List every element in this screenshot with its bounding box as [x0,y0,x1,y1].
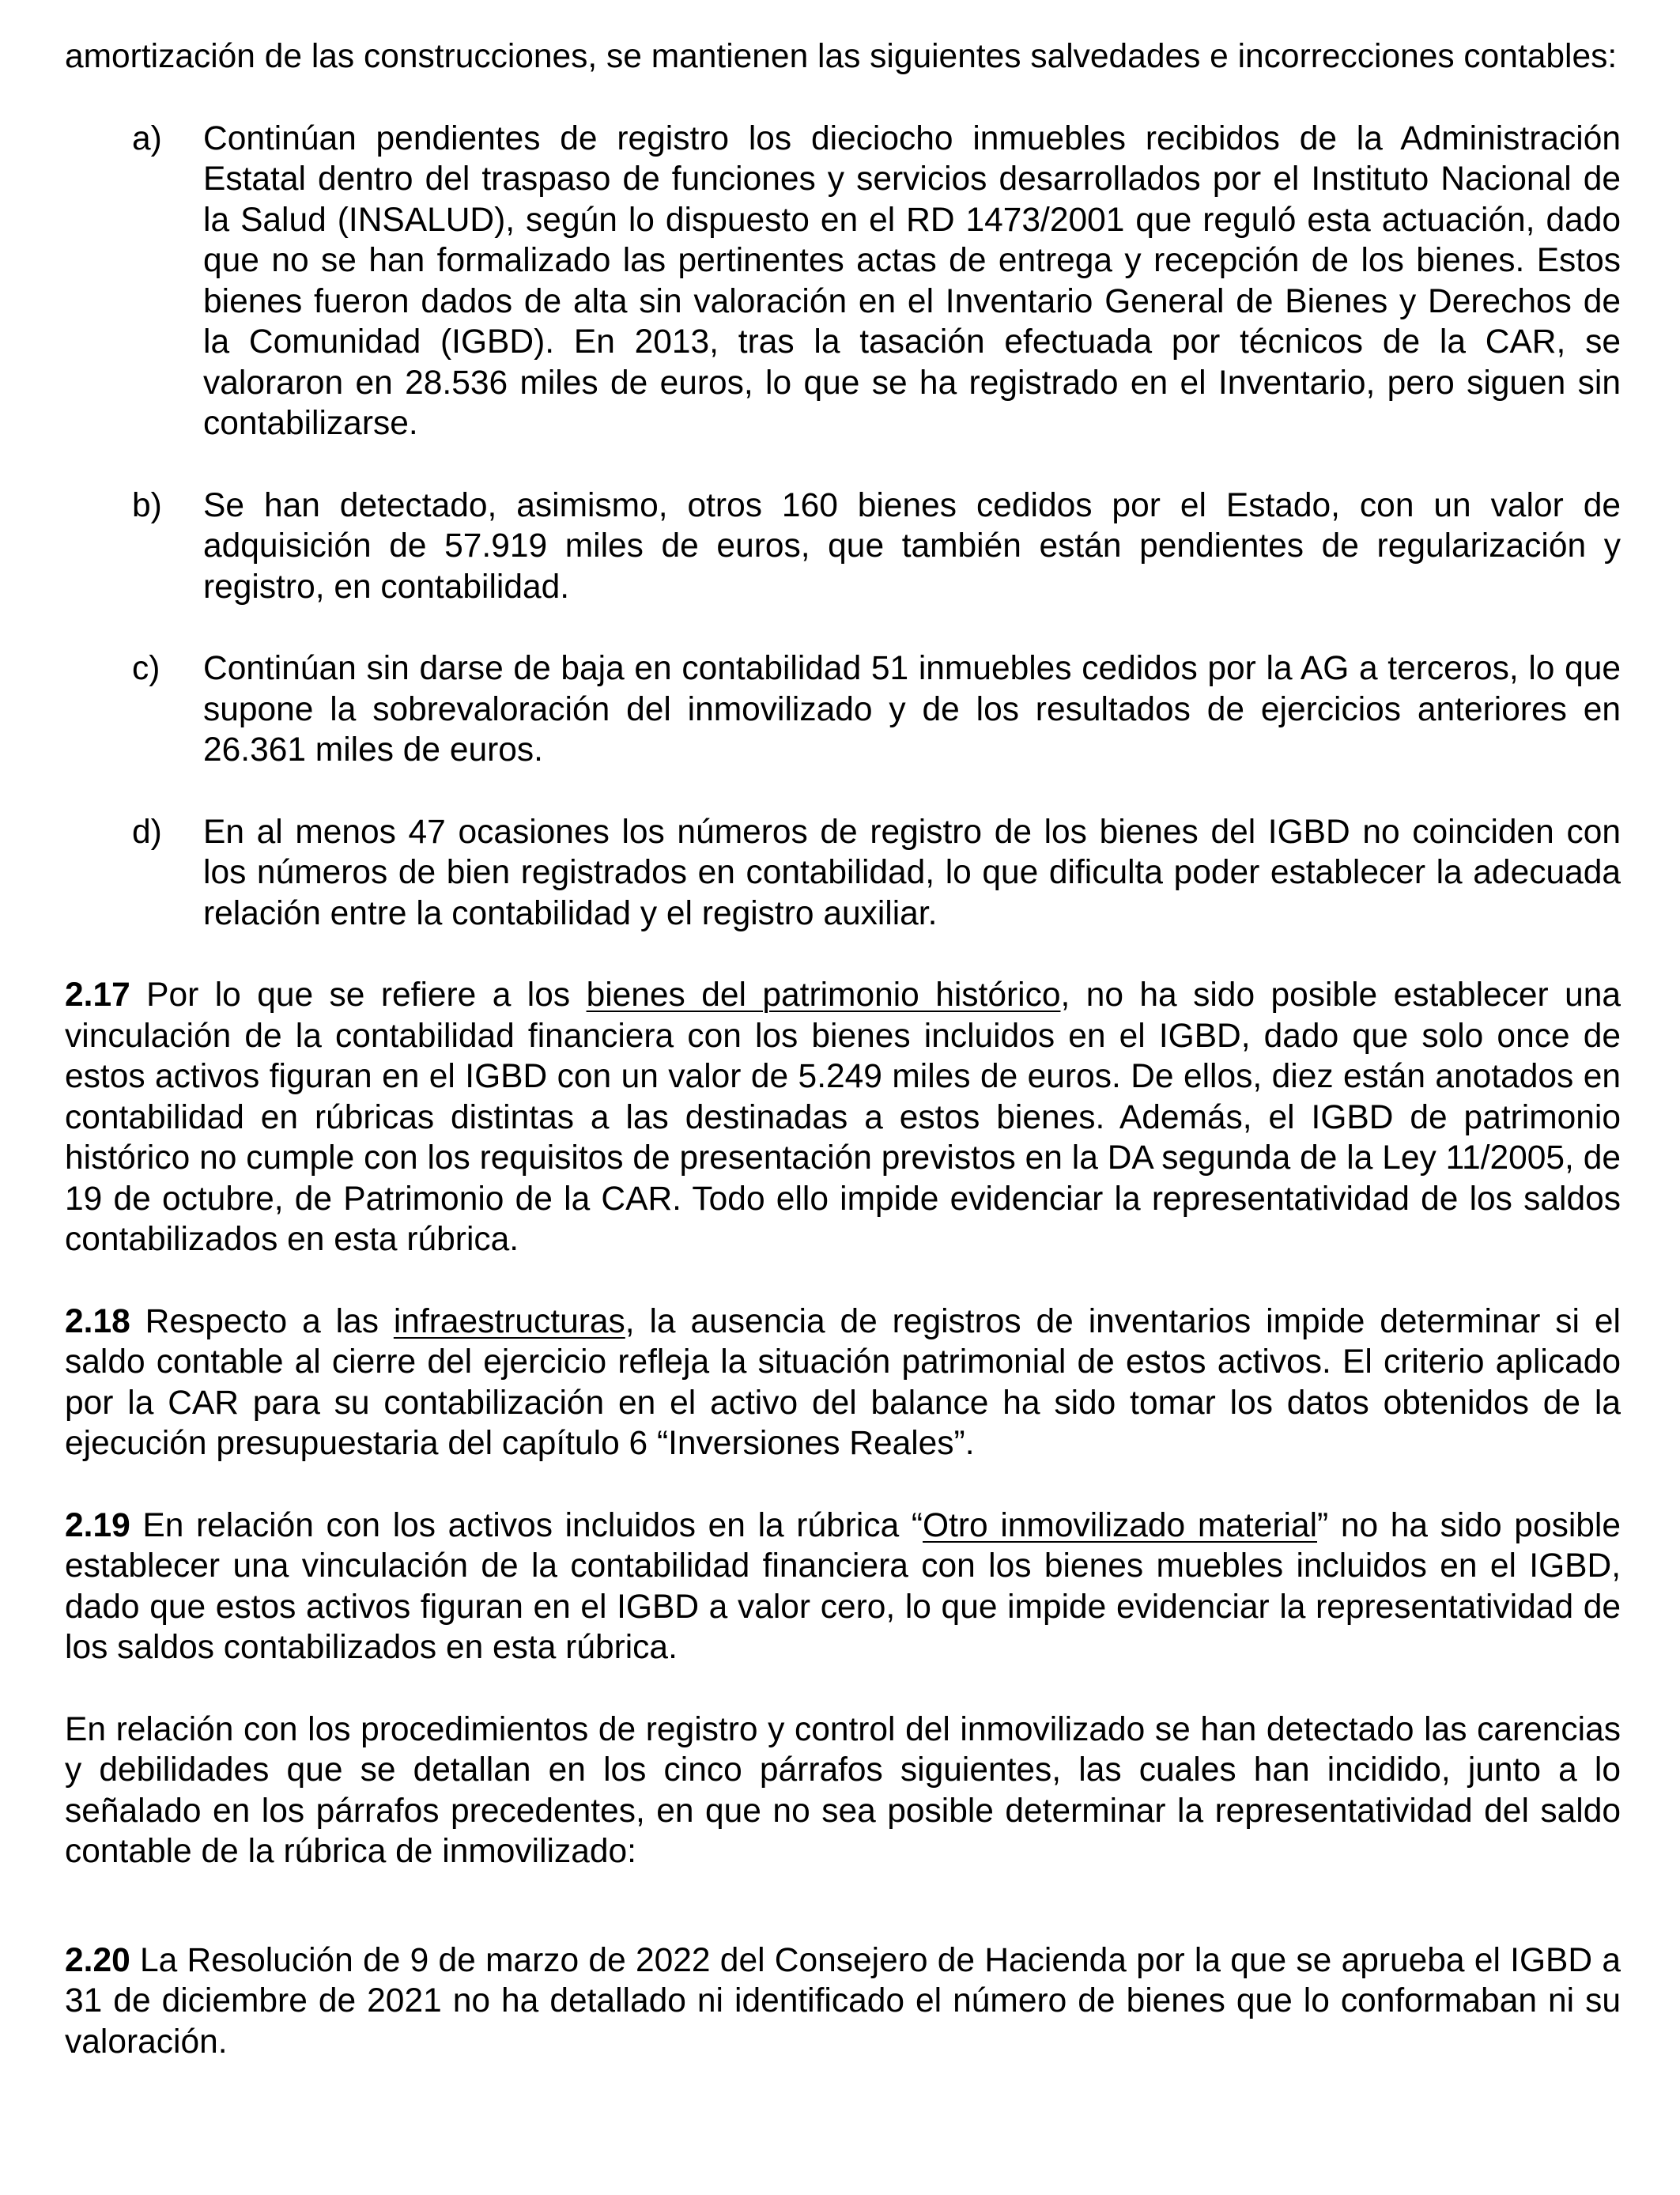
section-2-20 [65,1940,1621,2063]
section-number: 2.18 [65,1302,130,1340]
document-page [65,36,1621,2062]
section-text: , la ausencia de registros de inventarios impide determinar si el saldo contable al cierre del ejercicio refleja la situación patrimonial de estos activos. El criterio aplicado por la CAR para su contabilización en el activo del balance ha sido tomar los datos obtenidos de la ejecución presupuestaria del capítulo 6 “Inversiones Reales”. [65,1302,1621,1462]
list-item-letter: c) [132,650,160,687]
section-2-18 [65,1302,1621,1464]
list-item-text: Continúan sin darse de baja en contabilidad 51 inmuebles cedidos por la AG a terceros, lo que supone la sobrevaloración del inmovilizado y de los resultados de ejercicios anteriores en 26.361 miles de euros. [203,650,1621,769]
list-item-text: Continúan pendientes de registro los dieciocho inmuebles recibidos de la Administración Estatal dentro del traspaso de funciones y servicios desarrollados por el Instituto Nacional de la Salud (INSALUD), según lo dispuesto en el RD 1473/2001 que reguló esta actuación, dado que no se han formalizado las pertinentes actas de entrega y recepción de los bienes. Estos bienes fueron dados de alta sin valoración en el Inventario General de Bienes y Derechos de la Comunidad (IGBD). En 2013, tras la tasación efectuada por técnicos de la CAR, se valoraron en 28.536 miles de euros, lo que se ha registrado en el Inventario, pero siguen sin contabilizarse. [203,119,1621,442]
section-text: Respecto a las [130,1302,394,1340]
section-number: 2.17 [65,977,130,1014]
list-item [65,812,1621,935]
list-item [65,119,1621,444]
underlined-term: infraestructuras [393,1302,625,1340]
section-text: En relación con los activos incluidos en la rúbrica “ [130,1506,923,1544]
list-item-text: En al menos 47 ocasiones los números de registro de los bienes del IGBD no coinciden con los números de bien registrados en contabilidad, lo que dificulta poder establecer la adecuada relación entre la contabilidad y el registro auxiliar. [203,813,1621,932]
section-number: 2.20 [65,1941,130,1979]
closing-paragraph: En relación con los procedimientos de registro y control del inmovilizado se han detectado las carencias y debilidades que se detallan en los cinco párrafos siguientes, las cuales han incidido, junto a lo señalado en los párrafos precedentes, en que no sea posible determinar la representatividad del saldo contable de la rúbrica de inmovilizado: [65,1710,1621,1870]
list-item-text: Se han detectado, asimismo, otros 160 bienes cedidos por el Estado, con un valor de adquisición de 57.919 miles de euros, que también están pendientes de regularización y registro, en contabilidad. [203,486,1621,606]
section-text: Por lo que se refiere a los [130,977,587,1014]
list-item [65,648,1621,771]
section-2-19 [65,1506,1621,1668]
underlined-term: Otro inmovilizado material [923,1506,1318,1544]
list-item-letter: d) [132,813,162,851]
list-item [65,485,1621,608]
list-item-letter: b) [132,486,162,524]
list-item-letter: a) [132,119,162,157]
intro-paragraph: amortización de las construcciones, se mantienen las siguientes salvedades e incorrecciones contables: [65,38,1618,75]
underlined-term: bienes del patrimonio histórico [586,977,1061,1014]
section-2-17 [65,975,1621,1260]
section-text: La Resolución de 9 de marzo de 2022 del Consejero de Hacienda por la que se aprueba el IGBD a 31 de diciembre de 2021 no ha detallado ni identificado el número de bienes que lo conformaban ni su valoración. [65,1941,1621,2061]
section-text: , no ha sido posible establecer una vinculación de la contabilidad financiera con los bienes incluidos en el IGBD, dado que solo once de estos activos figuran en el IGBD con un valor de 5.249 miles de euros. De ellos, diez están anotados en contabilidad en rúbricas distintas a las destinadas a estos bienes. Además, el IGBD de patrimonio histórico no cumple con los requisitos de presentación previstos en la DA segunda de la Ley 11/2005, de 19 de octubre, de Patrimonio de la CAR. Todo ello impide evidenciar la representatividad de los saldos contabilizados en esta rúbrica. [65,977,1621,1258]
lettered-list [65,119,1621,935]
section-text: ” no ha sido posible establecer una vinculación de la contabilidad financiera con los bienes muebles incluidos en el IGBD, dado que estos activos figuran en el IGBD a valor cero, lo que impide evidenciar la representatividad de los saldos contabilizados en esta rúbrica. [65,1506,1621,1666]
section-number: 2.19 [65,1506,130,1544]
